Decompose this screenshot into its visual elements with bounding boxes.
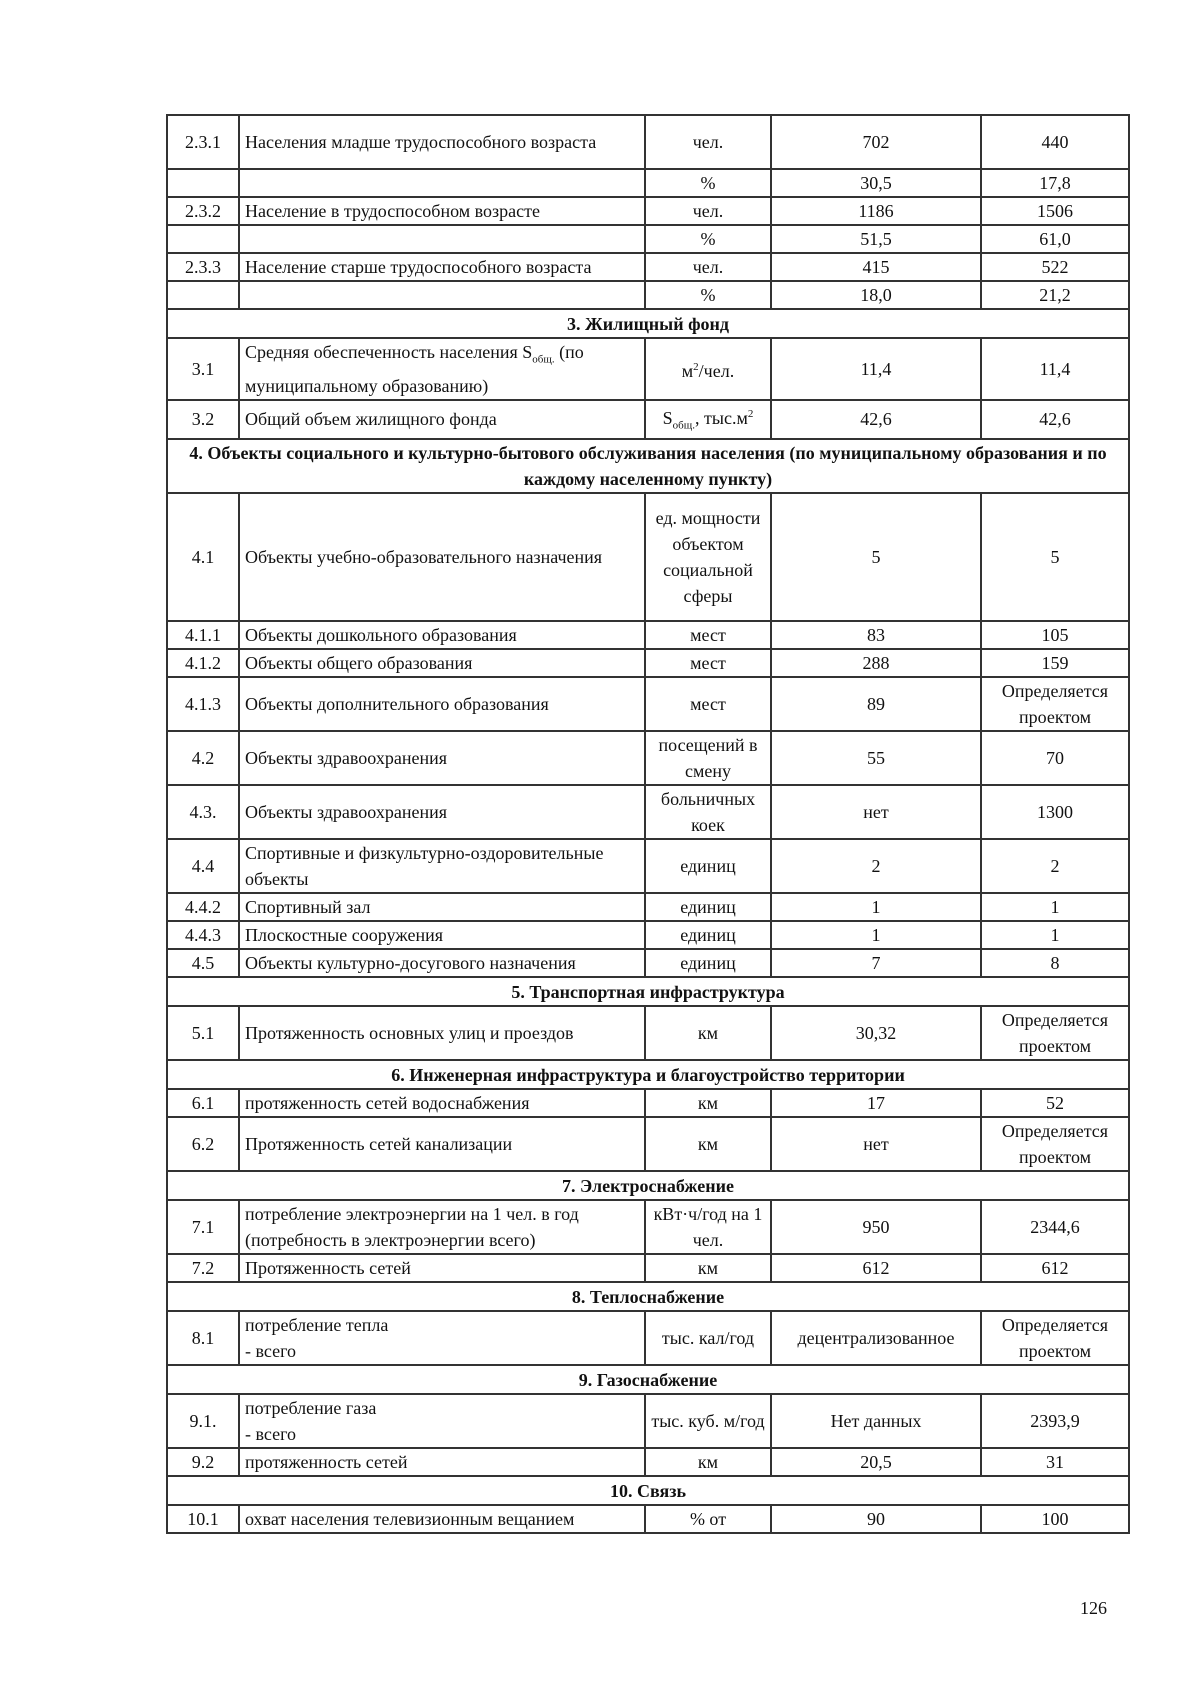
value-target-cell: 2344,6 <box>981 1200 1129 1254</box>
unit-text: S <box>662 407 673 428</box>
unit-cell: единиц <box>645 893 771 921</box>
value-current-cell: 5 <box>771 493 981 621</box>
indicator-name-cell: потребление электроэнергии на 1 чел. в год (потребность в электроэнергии всего) <box>239 1200 645 1254</box>
unit-cell: больничных коек <box>645 785 771 839</box>
value-target-cell: 440 <box>981 115 1129 169</box>
unit-cell: % <box>645 281 771 309</box>
row-number-cell: 4.1 <box>167 493 239 621</box>
table-row <box>167 731 1129 785</box>
name-line: потребление тепла <box>245 1315 389 1336</box>
unit-cell: км <box>645 1006 771 1060</box>
row-number-cell: 4.1.1 <box>167 621 239 649</box>
value-current-cell: 2 <box>771 839 981 893</box>
indicator-name-cell: Общий объем жилищного фонда <box>239 400 645 440</box>
value-current-cell: 83 <box>771 621 981 649</box>
unit-cell: км <box>645 1117 771 1171</box>
value-current-cell: 415 <box>771 253 981 281</box>
value-current-cell: децентрализованное <box>771 1311 981 1365</box>
indicator-name-cell <box>239 338 645 400</box>
section-row <box>167 1060 1129 1089</box>
section-row <box>167 1365 1129 1394</box>
indicator-name-cell: Протяженность сетей канализации <box>239 1117 645 1171</box>
value-target-cell: Определяется проектом <box>981 1311 1129 1365</box>
row-number-cell: 7.2 <box>167 1254 239 1282</box>
table-row <box>167 169 1129 197</box>
value-current-cell: 55 <box>771 731 981 785</box>
unit-cell: мест <box>645 621 771 649</box>
unit-cell: чел. <box>645 253 771 281</box>
unit-cell: тыс. кал/год <box>645 1311 771 1365</box>
row-number-cell: 3.2 <box>167 400 239 440</box>
table-row <box>167 649 1129 677</box>
unit-cell: единиц <box>645 949 771 977</box>
indicator-name-cell: протяженность сетей водоснабжения <box>239 1089 645 1117</box>
value-current-cell: 51,5 <box>771 225 981 253</box>
table-row <box>167 621 1129 649</box>
value-target-cell: Определяется проектом <box>981 1006 1129 1060</box>
value-target-cell: 159 <box>981 649 1129 677</box>
name-line: - всего <box>245 1341 297 1362</box>
value-target-cell: Определяется проектом <box>981 1117 1129 1171</box>
unit-cell: посещений в смену <box>645 731 771 785</box>
value-current-cell: 1 <box>771 893 981 921</box>
indicator-name-cell <box>239 225 645 253</box>
indicator-name-cell <box>239 169 645 197</box>
value-current-cell: 20,5 <box>771 1448 981 1476</box>
value-current-cell: 288 <box>771 649 981 677</box>
value-current-cell: 950 <box>771 1200 981 1254</box>
value-target-cell: 52 <box>981 1089 1129 1117</box>
table-row <box>167 1006 1129 1060</box>
row-number-cell: 4.1.2 <box>167 649 239 677</box>
indicator-name-cell: Спортивный зал <box>239 893 645 921</box>
indicator-name-cell: Плоскостные сооружения <box>239 921 645 949</box>
table-row <box>167 1254 1129 1282</box>
unit-cell: % от <box>645 1505 771 1533</box>
unit-cell: км <box>645 1448 771 1476</box>
row-number-cell: 5.1 <box>167 1006 239 1060</box>
row-number-cell <box>167 169 239 197</box>
indicator-name-cell: Спортивные и физкультурно-оздоровительные объекты <box>239 839 645 893</box>
row-number-cell: 4.4.3 <box>167 921 239 949</box>
section-row <box>167 1171 1129 1200</box>
value-current-cell: нет <box>771 785 981 839</box>
table-row <box>167 949 1129 977</box>
table-row <box>167 115 1129 169</box>
value-current-cell: 7 <box>771 949 981 977</box>
table-row <box>167 493 1129 621</box>
table-body <box>167 115 1129 1533</box>
row-number-cell: 7.1 <box>167 1200 239 1254</box>
indicator-name-cell: охват населения телевизионным вещанием <box>239 1505 645 1533</box>
section-heading: 9. Газоснабжение <box>167 1365 1129 1394</box>
table-row <box>167 677 1129 731</box>
unit-cell <box>645 400 771 440</box>
indicator-name-cell: Населения младше трудоспособного возраста <box>239 115 645 169</box>
section-heading: 7. Электроснабжение <box>167 1171 1129 1200</box>
unit-cell <box>645 338 771 400</box>
value-target-cell: 2393,9 <box>981 1394 1129 1448</box>
value-target-cell: 612 <box>981 1254 1129 1282</box>
value-current-cell: Нет данных <box>771 1394 981 1448</box>
unit-cell: тыс. куб. м/год <box>645 1394 771 1448</box>
page-number: 126 <box>1080 1598 1107 1618</box>
value-current-cell: 30,5 <box>771 169 981 197</box>
value-target-cell: 105 <box>981 621 1129 649</box>
unit-cell: мест <box>645 677 771 731</box>
value-target-cell: 17,8 <box>981 169 1129 197</box>
row-number-cell: 8.1 <box>167 1311 239 1365</box>
value-target-cell: 2 <box>981 839 1129 893</box>
table-row <box>167 1394 1129 1448</box>
table-row <box>167 893 1129 921</box>
value-target-cell: 1300 <box>981 785 1129 839</box>
value-target-cell: 522 <box>981 253 1129 281</box>
table-row <box>167 281 1129 309</box>
table-row <box>167 225 1129 253</box>
row-number-cell: 4.5 <box>167 949 239 977</box>
section-heading: 6. Инженерная инфраструктура и благоустройство территории <box>167 1060 1129 1089</box>
value-target-cell: Определяется проектом <box>981 677 1129 731</box>
table-row <box>167 197 1129 225</box>
unit-cell: км <box>645 1089 771 1117</box>
section-row <box>167 977 1129 1006</box>
value-current-cell: 90 <box>771 1505 981 1533</box>
value-current-cell: 1186 <box>771 197 981 225</box>
table-row <box>167 1311 1129 1365</box>
value-current-cell: нет <box>771 1117 981 1171</box>
indicators-table <box>166 114 1130 1534</box>
value-current-cell: 30,32 <box>771 1006 981 1060</box>
table-row <box>167 1200 1129 1254</box>
value-target-cell: 5 <box>981 493 1129 621</box>
row-number-cell: 4.4.2 <box>167 893 239 921</box>
unit-cell: чел. <box>645 197 771 225</box>
value-target-cell: 21,2 <box>981 281 1129 309</box>
value-target-cell: 1 <box>981 921 1129 949</box>
table-row <box>167 921 1129 949</box>
section-row <box>167 1476 1129 1505</box>
row-number-cell: 6.1 <box>167 1089 239 1117</box>
name-text: Средняя обеспеченность населения S <box>245 342 533 362</box>
indicator-name-cell: Население в трудоспособном возрасте <box>239 197 645 225</box>
row-number-cell <box>167 281 239 309</box>
unit-cell: ед. мощности объектом социальной сферы <box>645 493 771 621</box>
unit-cell: единиц <box>645 921 771 949</box>
indicator-name-cell: Объекты культурно-досугового назначения <box>239 949 645 977</box>
table-row <box>167 338 1129 400</box>
subscript: общ. <box>532 353 555 366</box>
indicator-name-cell <box>239 1311 645 1365</box>
value-target-cell: 1506 <box>981 197 1129 225</box>
unit-cell: % <box>645 225 771 253</box>
row-number-cell: 10.1 <box>167 1505 239 1533</box>
table-row <box>167 400 1129 440</box>
row-number-cell: 4.1.3 <box>167 677 239 731</box>
value-current-cell: 11,4 <box>771 338 981 400</box>
section-heading: 3. Жилищный фонд <box>167 309 1129 338</box>
value-target-cell: 42,6 <box>981 400 1129 440</box>
row-number-cell: 2.3.1 <box>167 115 239 169</box>
table-row <box>167 785 1129 839</box>
section-heading: 8. Теплоснабжение <box>167 1282 1129 1311</box>
table-row <box>167 1117 1129 1171</box>
indicator-name-cell: Объекты здравоохранения <box>239 731 645 785</box>
indicator-name-cell: Протяженность основных улиц и проездов <box>239 1006 645 1060</box>
unit-cell: км <box>645 1254 771 1282</box>
indicator-name-cell: Протяженность сетей <box>239 1254 645 1282</box>
section-row <box>167 309 1129 338</box>
table-row <box>167 1448 1129 1476</box>
unit-cell: единиц <box>645 839 771 893</box>
value-current-cell: 17 <box>771 1089 981 1117</box>
unit-cell: чел. <box>645 115 771 169</box>
value-current-cell: 612 <box>771 1254 981 1282</box>
indicator-name-cell: Население старше трудоспособного возраста <box>239 253 645 281</box>
value-current-cell: 18,0 <box>771 281 981 309</box>
indicator-name-cell <box>239 281 645 309</box>
table-row <box>167 839 1129 893</box>
value-current-cell: 42,6 <box>771 400 981 440</box>
indicator-name-cell: Объекты учебно-образовательного назначения <box>239 493 645 621</box>
value-target-cell: 11,4 <box>981 338 1129 400</box>
superscript: 2 <box>747 407 754 420</box>
row-number-cell: 4.3. <box>167 785 239 839</box>
section-heading: 4. Объекты социального и культурно-бытового обслуживания населения (по муниципальному образования и по каждому населенному пункту) <box>167 439 1129 493</box>
value-target-cell: 100 <box>981 1505 1129 1533</box>
section-heading: 10. Связь <box>167 1476 1129 1505</box>
value-current-cell: 1 <box>771 921 981 949</box>
value-target-cell: 70 <box>981 731 1129 785</box>
superscript: 2 <box>693 360 699 373</box>
value-current-cell: 702 <box>771 115 981 169</box>
row-number-cell <box>167 225 239 253</box>
row-number-cell: 3.1 <box>167 338 239 400</box>
indicator-name-cell: Объекты дошкольного образования <box>239 621 645 649</box>
name-text: (по муниципальному образованию) <box>245 342 584 396</box>
row-number-cell: 9.2 <box>167 1448 239 1476</box>
unit-cell: мест <box>645 649 771 677</box>
table-row <box>167 253 1129 281</box>
indicator-name-cell: Объекты дополнительного образования <box>239 677 645 731</box>
indicator-name-cell: Объекты здравоохранения <box>239 785 645 839</box>
section-heading: 5. Транспортная инфраструктура <box>167 977 1129 1006</box>
indicator-name-cell: Объекты общего образования <box>239 649 645 677</box>
row-number-cell: 6.2 <box>167 1117 239 1171</box>
unit-cell: кВт·ч/год на 1 чел. <box>645 1200 771 1254</box>
value-target-cell: 61,0 <box>981 225 1129 253</box>
name-line: - всего <box>245 1424 297 1445</box>
unit-text: , тыс.м <box>695 407 748 428</box>
indicator-name-cell <box>239 1394 645 1448</box>
row-number-cell: 2.3.3 <box>167 253 239 281</box>
table-row <box>167 1089 1129 1117</box>
section-row <box>167 1282 1129 1311</box>
value-target-cell: 31 <box>981 1448 1129 1476</box>
value-target-cell: 1 <box>981 893 1129 921</box>
row-number-cell: 2.3.2 <box>167 197 239 225</box>
value-target-cell: 8 <box>981 949 1129 977</box>
unit-cell: % <box>645 169 771 197</box>
value-current-cell: 89 <box>771 677 981 731</box>
row-number-cell: 4.2 <box>167 731 239 785</box>
name-line: потребление газа <box>245 1398 377 1419</box>
row-number-cell: 4.4 <box>167 839 239 893</box>
subscript: общ. <box>672 419 695 432</box>
section-row <box>167 439 1129 493</box>
unit-text: м <box>681 360 694 381</box>
unit-text: /чел. <box>698 360 735 381</box>
table-row <box>167 1505 1129 1533</box>
row-number-cell: 9.1. <box>167 1394 239 1448</box>
indicator-name-cell: протяженность сетей <box>239 1448 645 1476</box>
